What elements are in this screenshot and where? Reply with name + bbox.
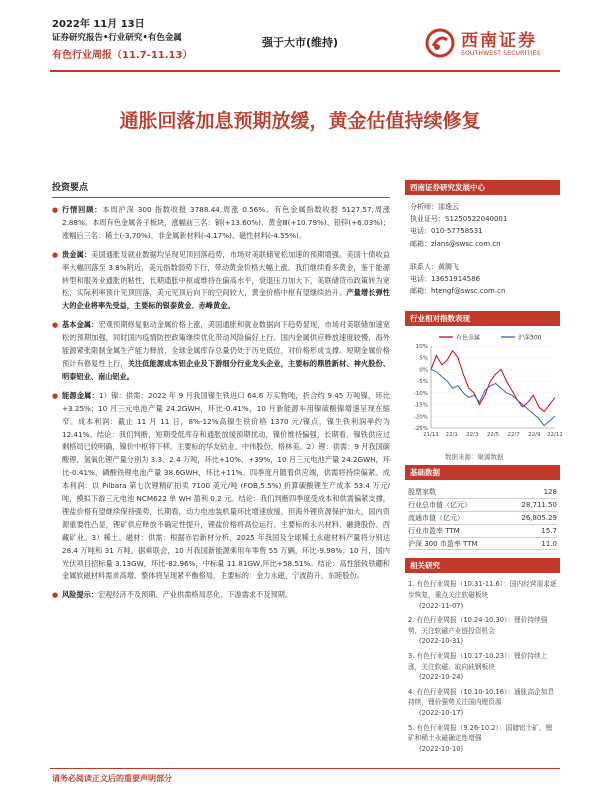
company-logo — [425, 24, 565, 68]
basic-data-value: 28,711.50 — [521, 501, 557, 510]
basic-data-value: 15.7 — [541, 526, 557, 535]
basic-data-table — [405, 480, 560, 550]
basic-data-value: 11.0 — [541, 539, 557, 548]
basic-data-row — [408, 512, 557, 525]
basic-data-row — [408, 525, 557, 538]
sidebar-title-basic: 基础数据 — [405, 465, 560, 480]
related-research-date: (2022-10-17) — [419, 708, 464, 717]
basic-data-value: 26,805.29 — [521, 514, 557, 523]
y-tick-label: -15% — [413, 402, 428, 409]
basic-data-label: 行业市盈率 TTM — [408, 526, 460, 535]
legend-label: 沪深300 — [518, 334, 542, 342]
related-research-title[interactable]: 5. 有色行业周报（9.26-10.2）：国储铝土矿、锂矿和稀土永磁确定性增强 — [408, 723, 553, 743]
sidebar-title-chart: 行业相对指数表现 — [405, 311, 560, 326]
related-research-title[interactable]: 2. 有色行业周报（10.24-10.30）：锂价持续强势，关注软磁产业链投资机会 — [408, 616, 548, 635]
y-tick-label: -5% — [417, 379, 428, 386]
paragraph-text: 1）镍：供需：2022 年 9 月我国镍生铁进口 64.6 万实物吨，折合约 9.45 万吨镍，环比+3.25%；10 月三元电池产量 24.2GWH，环比-0.41%，10 月新能源车用镍硫酸镍增速呈现在缩窄。成本利润：截止 11 月 11 日，8%-12%高镍生铁价格 1370 元/镍点，镍生铁利润率约为 12.41%。结论：我们判断，短期受低库存和通胀放缓预期扰动，镍价维持偏强，长期看，镍铁供应过剩格局已较明确，镍价中枢将下移。主要标的华友钴业、中伟股份、格林美。2）锂：供需：9 月我国碳酸锂、氢氧化锂产量分别为 3.3、2.4 万吨，环比+10%、+39%，10 月三元电池产量 24.2GWH，环比-0.41%，磷酸铁锂电池产量 38.6GWH，环比+11%。四季度月随着供应端，供需将持续偏紧。成本利润：以 Pilbara 第七次锂精矿拍卖 7100 美元/吨 (FOB,5.5%) 折算碳酸锂生产成本 53.4 万元/吨，模拟下游三元电池 NCM622 单 WH 盈利 0.2 元。结论：我们判断四季度受成本和供需偏紧支撑，锂盐价格有望继续保持强势，长期看，动力电池装机量环比增速放缓，但海外锂资源保护加大，国内资源重要性凸显，锂矿供应释放不确定性提升，锂盐价格将高位运行。主要标的永兴材料、融捷股份、西藏矿业。3）稀土、磁材：供需：根据赤岩新材分析，2025 年我国及全球稀土永磁材料产量将分别达 28.4 万吨和 31 万吨。据乘联会，10 月我国新能源乘用车零售 55 万辆，环比-9.98%；10 月，国内光伏项目招标量 3.13GW，环比-82.96%，中标量 11.81GW,环比+58.51%。结论：高性能钕铁硼和金属软磁材料需求高增，整体将呈现紧平衡格局，主要标的：金力永磁、宁波韵升、东睦股份。 — [62, 390, 390, 581]
related-research-list — [405, 573, 560, 754]
paragraph-list — [52, 204, 390, 602]
paragraph-text: 宏观预期修复驱动金属价格上涨，美国通胀和就业数据向下趋势显现，市场对美联储加速宽松的预期加强，同时国内疫情防控政策继续优化带动风险偏好上行。国内金属供应释放速度较慢，海外能源紧张限制金属生产能力释放，全球金属库存总量仍处于历史低位，对价格形成支撑。短期金属价格预计有修复性上行， — [62, 320, 390, 368]
paragraph-key: 贵金属： — [62, 249, 92, 259]
paragraph-key: 行情回顾： — [62, 205, 103, 214]
y-tick-label: 10% — [415, 344, 428, 351]
related-research-date: (2022-10-24) — [419, 673, 464, 682]
paragraph-emphasis: 产量增长弹性大的企业将率先受益，主要标的银泰黄金、赤峰黄金。 — [62, 288, 390, 311]
logo-text-cn: 西南证券 — [461, 31, 537, 51]
paragraph-text: 宏观经济不及预期、产业供需格局恶化、下游需求不及预期。 — [97, 590, 293, 600]
investment-paragraph — [52, 204, 390, 243]
related-research-title[interactable]: 4. 有色行业周报（10.10-10.16）：通胀高企加息持续，锂价强势关注国内锂资源 — [408, 687, 555, 707]
paragraph-key: 基本金属： — [62, 320, 99, 330]
bullet-icon: ● — [52, 321, 59, 330]
related-research-item[interactable] — [408, 579, 557, 611]
paragraph-text: 本周沪深 300 指数收报 3788.44,周涨 0.56%。有色金属指数收报 5127.57,周涨 2.88%。本周有色金属各子板块，涨幅前三名：铜(+13.60%)、黄金Ⅲ(+10.79%)、铅锌(+6.03%)；涨幅后三名：稀土(-3.70%)、非金属新材料(-4.17%)、磁性材料(-4.55%)。 — [62, 205, 390, 240]
relative-index-chart — [405, 326, 563, 462]
analyst-1-phone: 电话：010-57758531 — [410, 227, 483, 236]
legend-label: 有色金属 — [456, 334, 481, 342]
investment-paragraph — [52, 249, 390, 314]
logo-text-en: SOUTHWEST SECURITIES — [461, 50, 541, 57]
line-chart-svg — [405, 330, 563, 448]
report-date: 2022年 11月 13日 — [52, 19, 145, 30]
logo-mark-icon — [425, 28, 455, 58]
related-research-item[interactable] — [408, 615, 557, 647]
basic-data-row — [408, 486, 557, 499]
basic-data-label: 股票家数 — [408, 488, 436, 497]
x-tick-label: 22/5 — [486, 432, 500, 439]
footer-divider — [50, 768, 560, 769]
investment-points — [52, 180, 390, 608]
sidebar-title-center: 西南证券研究发展中心 — [405, 180, 560, 195]
paragraph-key: 能源金属： — [62, 390, 99, 400]
x-tick-label: 22/11 — [547, 432, 563, 439]
basic-data-row — [408, 538, 557, 551]
analyst-1-name: 分析师：邵逸云 — [410, 203, 459, 211]
x-tick-label: 22/3 — [466, 432, 479, 439]
bullet-icon: ● — [52, 250, 59, 259]
basic-data-value: 128 — [543, 488, 557, 497]
paragraph-text: 美国通胀及就业数据均呈现见顶回落趋势，市场对美联储宽松加速的预期增强。美国十债收益率大幅回落至 3.8%附近，美元指数弱势下行，带动黄金价格大幅上涨。我们继续看多黄金，鉴于能源转型和服务业通胀的粘性，长期通胀中枢或维持在偏高水平，衰退压力加大下，美联储货币政策转为宽松，实际利率预计见顶回落，美元见顶后向下的空间较大，黄金价格中枢有望继续抬升。 — [62, 249, 390, 298]
analyst-1-cert: 执业证号：S1250522040001 — [410, 215, 508, 224]
related-research-date: (2022-10-10) — [419, 744, 464, 753]
investment-paragraph — [52, 589, 390, 602]
analyst-1-email[interactable]: 邮箱：zlans@swsc.com.cn — [410, 239, 501, 248]
report-type: 证券研究报告•行业研究•有色金属 — [52, 33, 182, 43]
header-divider — [50, 70, 560, 72]
related-research-title[interactable]: 3. 有色行业周报（10.17-10.23）：锂价持续上涨，关注软磁、取向硅钢板块 — [408, 651, 548, 671]
basic-data-label: 行业总市值（亿元） — [408, 501, 471, 510]
investment-paragraph — [52, 390, 390, 584]
y-tick-label: -25% — [413, 426, 428, 433]
related-research-item[interactable] — [408, 651, 557, 683]
section-title-investment: 投资要点 — [52, 180, 390, 198]
y-tick-label: 0% — [419, 367, 428, 374]
bullet-icon: ● — [52, 591, 59, 600]
basic-data-row — [408, 499, 557, 512]
report-weekly-label: 有色行业周报（11.7-11.13） — [52, 50, 193, 61]
y-tick-label: 5% — [419, 356, 428, 363]
paragraph-key: 风险提示： — [62, 590, 98, 600]
investment-paragraph — [52, 319, 390, 384]
report-title: 通胀回落加息预期放缓，黄金估值持续修复 — [119, 110, 481, 132]
footer-disclaimer: 请务必阅读正文后的重要声明部分 — [52, 774, 172, 783]
x-tick-label: 22/9 — [528, 432, 541, 439]
bullet-icon: ● — [52, 391, 59, 400]
chart-source: 数据来源：聚源数据 — [445, 453, 504, 462]
x-tick-label: 22/7 — [507, 432, 520, 439]
analyst-2-phone: 电话：13651914586 — [410, 275, 480, 284]
related-research-date: (2022-11-07) — [419, 601, 464, 610]
x-tick-label: 22/1 — [445, 432, 458, 439]
basic-data-label: 沪深 300 市盈率 TTM — [408, 539, 478, 548]
paragraph-emphasis: 关注低能源成本铝企业及下游细分行业龙头企业，主要标的鼎胜新材、神火股份、明泰铝业、南山铝业。 — [62, 358, 390, 381]
related-research-date: (2022-10-31) — [419, 637, 464, 646]
basic-data-label: 流通市值（亿元） — [408, 514, 464, 523]
analyst-2-name: 联系人：黄腾飞 — [410, 262, 459, 271]
report-header — [0, 0, 600, 80]
bullet-icon: ● — [52, 206, 59, 214]
x-tick-label: 21/11 — [423, 432, 439, 439]
sidebar-title-related: 相关研究 — [405, 558, 560, 573]
related-research-item[interactable] — [408, 723, 557, 755]
y-tick-label: -10% — [413, 391, 428, 398]
rating-label: 强于大市(维持) — [262, 36, 339, 49]
analyst-info — [405, 195, 560, 297]
related-research-item[interactable] — [408, 687, 557, 719]
y-tick-label: -20% — [413, 414, 428, 421]
sidebar — [405, 180, 563, 758]
analyst-2-email[interactable]: 邮箱：htengf@swsc.com.cn — [410, 287, 506, 296]
related-research-title[interactable]: 1. 有色行业周报（10.31-11.6）：国内经营需求逐步恢复，重点关注软磁板块 — [408, 580, 557, 599]
